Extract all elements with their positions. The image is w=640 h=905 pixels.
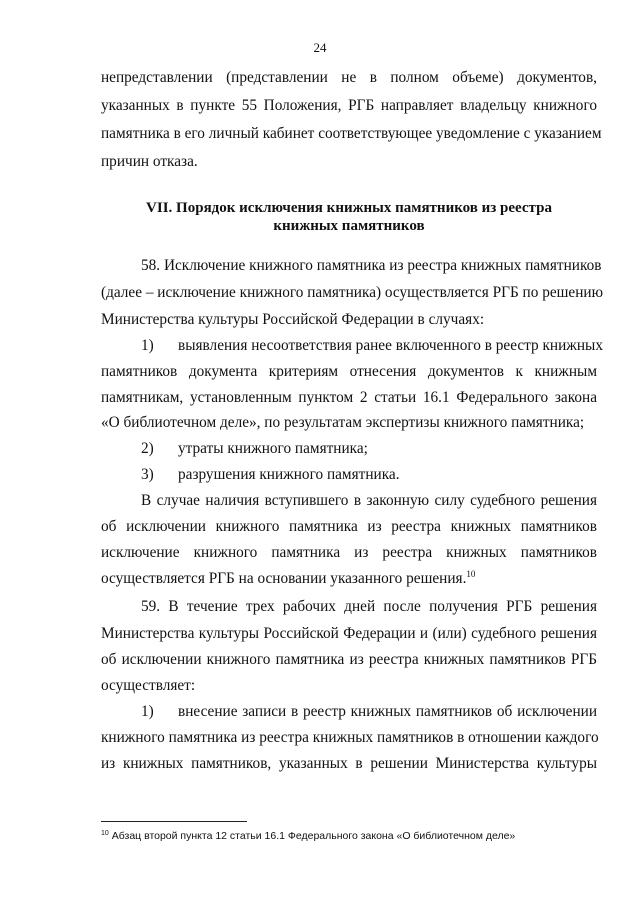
list-item-continuation: книжного памятника из реестра книжных памятников в отношении каждого bbox=[101, 729, 599, 746]
p58-line: 58. Исключение книжного памятника из реестра книжных памятников bbox=[141, 257, 602, 274]
list-item-number: 1) bbox=[141, 337, 154, 354]
section-heading: VII. Порядок исключения книжных памятников из реестра bbox=[146, 200, 552, 216]
list-item-number: 2) bbox=[141, 440, 154, 457]
page-number: 24 bbox=[313, 40, 327, 55]
p58-line: (далее – исключение книжного памятника) осуществляется РГБ по решению bbox=[101, 284, 604, 301]
list-item-number: 1) bbox=[141, 703, 154, 720]
list-item-continuation: памятникам, установленным пунктом 2 статьи 16.1 Федерального закона bbox=[101, 389, 597, 406]
court-line-last bbox=[101, 569, 597, 589]
p59-line: осуществляет: bbox=[101, 677, 196, 694]
list-item-continuation: памятников документа критериям отнесения документов к книжным bbox=[101, 363, 597, 380]
court-line-text: осуществляется РГБ на основании указанного решения. bbox=[101, 570, 467, 587]
list-item-text: внесение записи в реестр книжных памятников об исключении bbox=[178, 703, 597, 720]
footnote-mark: 10 bbox=[101, 830, 109, 837]
list-item-continuation: «О библиотечном деле», по результатам экспертизы книжного памятника; bbox=[101, 414, 585, 431]
court-line: об исключении книжного памятника из реестра книжных памятников bbox=[101, 518, 597, 535]
p59-line: об исключении книжного памятника из реестра книжных памятников РГБ bbox=[101, 651, 597, 668]
list-item-continuation: из книжных памятников, указанных в решении Министерства культуры bbox=[101, 755, 597, 772]
section-heading: книжных памятников bbox=[273, 218, 425, 234]
intro-line: непредставлении (представлении не в полном объеме) документов, bbox=[101, 69, 597, 86]
footnote-text: Абзац второй пункта 12 статьи 16.1 Федерального закона «О библиотечном деле» bbox=[111, 830, 516, 842]
intro-line: памятника в его личный кабинет соответствующее уведомление с указанием bbox=[101, 125, 602, 142]
court-line: исключение книжного памятника из реестра книжных памятников bbox=[101, 544, 597, 561]
footnote bbox=[101, 829, 515, 843]
p59-line: 59. В течение трех рабочих дней после получения РГБ решения bbox=[141, 598, 597, 615]
footnote-divider bbox=[101, 821, 247, 822]
intro-line: причин отказа. bbox=[101, 153, 198, 170]
p59-line: Министерства культуры Российской Федерации и (или) судебного решения bbox=[101, 625, 597, 642]
list-item-text: выявления несоответствия ранее включенного в реестр книжных bbox=[178, 337, 603, 354]
list-item-text: разрушения книжного памятника. bbox=[178, 466, 400, 483]
list-item-text: утраты книжного памятника; bbox=[178, 440, 368, 457]
p58-line: Министерства культуры Российской Федерации в случаях: bbox=[101, 311, 485, 328]
list-item-number: 3) bbox=[141, 466, 154, 483]
court-line: В случае наличия вступившего в законную силу судебного решения bbox=[141, 492, 597, 509]
footnote-reference[interactable]: 10 bbox=[466, 569, 476, 579]
intro-line: указанных в пункте 55 Положения, РГБ направляет владельцу книжного bbox=[101, 97, 597, 114]
